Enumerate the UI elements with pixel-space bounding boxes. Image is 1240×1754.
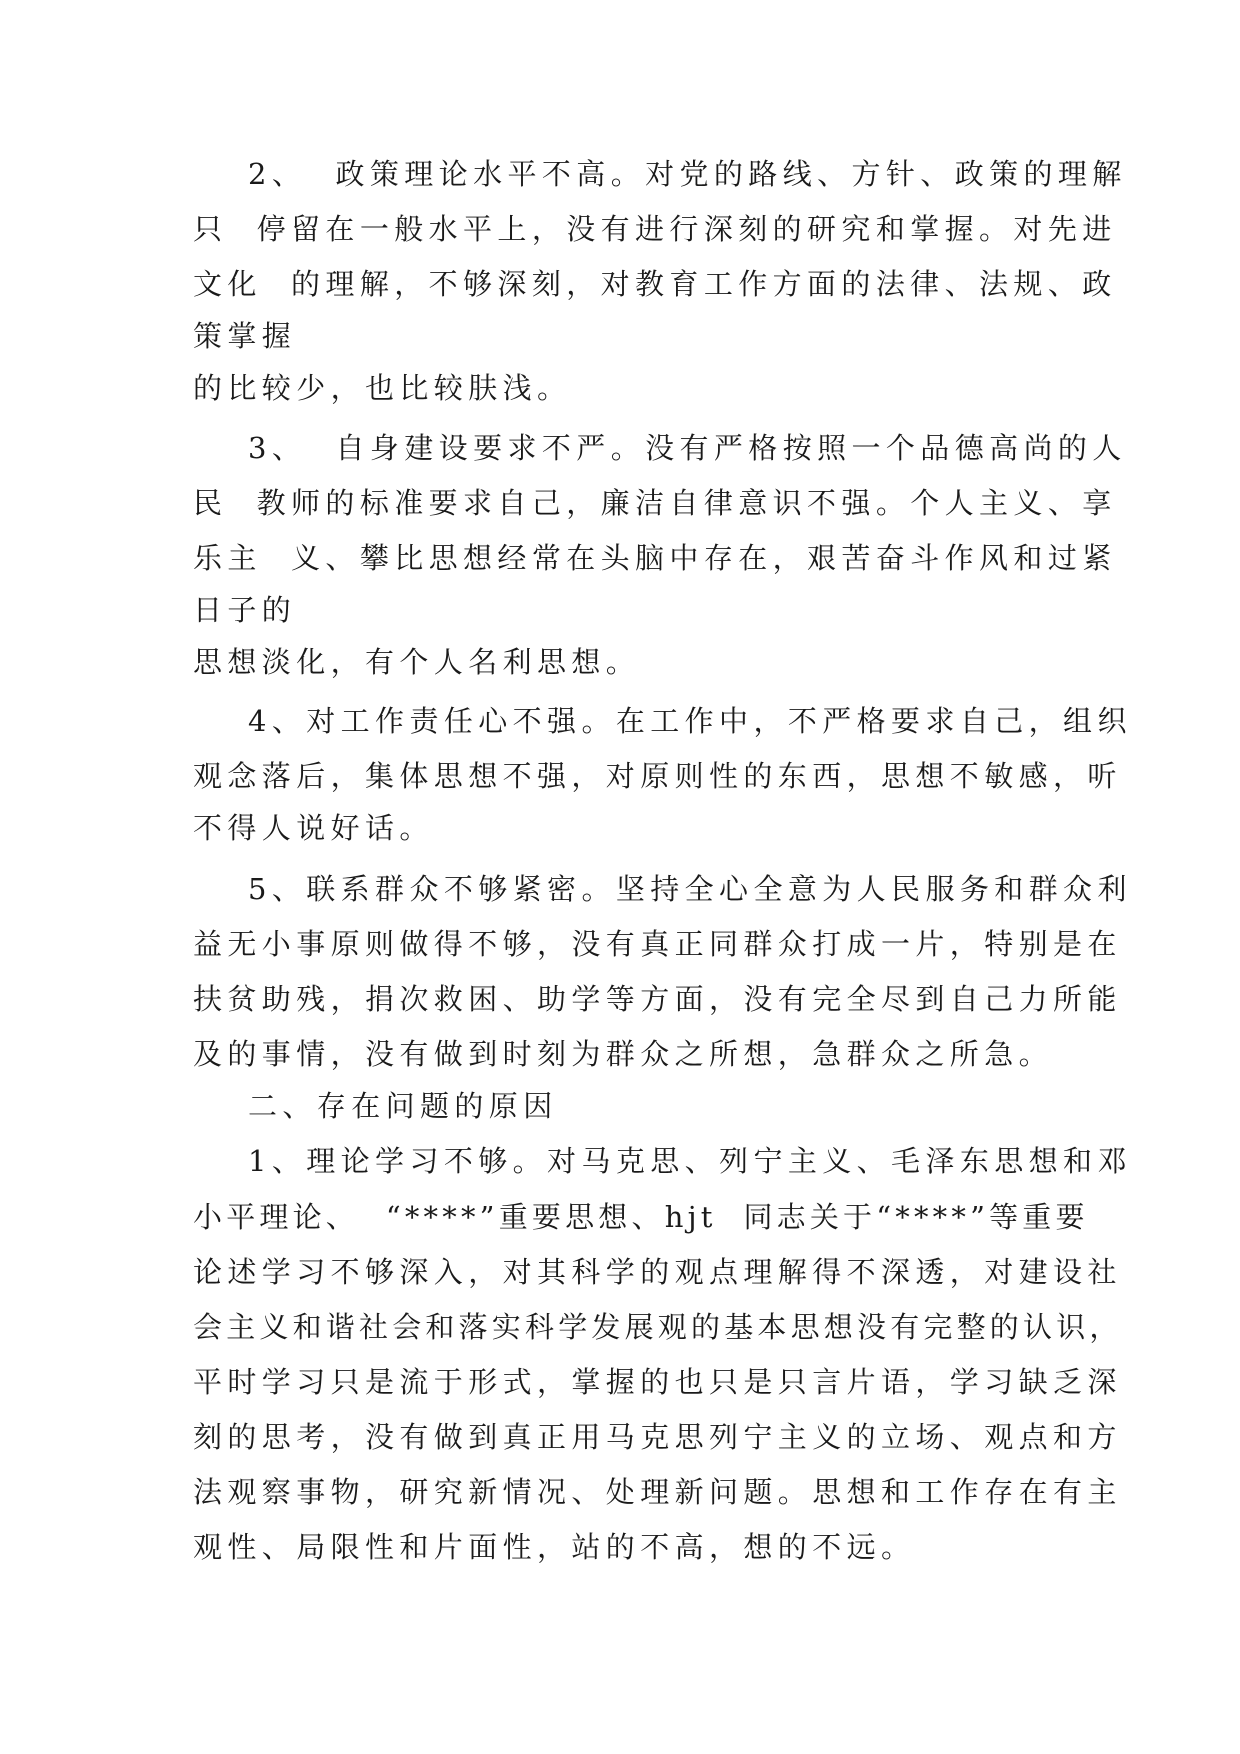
text-line: 不得人说好话。	[193, 811, 434, 845]
text-line: 论述学习不够深入，对其科学的观点理解得不深透，对建设社	[193, 1255, 1122, 1289]
text-line: 乐主 义、攀比思想经常在头脑中存在，艰苦奋斗作风和过紧	[193, 541, 1117, 575]
text-line: 益无小事原则做得不够，没有真正同群众打成一片，特别是在	[193, 927, 1122, 961]
text-line: 法观察事物，研究新情况、处理新问题。思想和工作存在有主	[193, 1475, 1122, 1509]
text-line: 日子的	[193, 593, 297, 627]
text-line: 策掌握	[193, 319, 297, 353]
text-line: 平时学习只是流于形式，掌握的也只是只言片语，学习缺乏深	[193, 1365, 1122, 1399]
text-line: 小平理论、 “****”重要思想、hjt 同志关于“****”等重要	[193, 1200, 1089, 1234]
text-line: 1、理论学习不够。对马克思、列宁主义、毛泽东思想和邓	[248, 1144, 1132, 1178]
text-line: 3、 自身建设要求不严。没有严格按照一个品德高尚的人	[248, 431, 1127, 465]
text-line: 2、 政策理论水平不高。对党的路线、方针、政策的理解	[248, 157, 1127, 191]
text-line: 4、对工作责任心不强。在工作中，不严格要求自己，组织	[248, 704, 1132, 738]
text-line: 思想淡化，有个人名利思想。	[193, 645, 641, 679]
text-line: 观念落后，集体思想不强，对原则性的东西，思想不敏感，听	[193, 759, 1122, 793]
text-line: 会主义和谐社会和落实科学发展观的基本思想没有完整的认识，	[193, 1310, 1123, 1344]
text-line: 及的事情，没有做到时刻为群众之所想，急群众之所急。	[193, 1037, 1054, 1071]
text-line: 刻的思考，没有做到真正用马克思列宁主义的立场、观点和方	[193, 1420, 1122, 1454]
text-line: 的比较少，也比较肤浅。	[193, 371, 572, 405]
text-line: 扶贫助残，捐次救困、助学等方面，没有完全尽到自己力所能	[193, 982, 1122, 1016]
section-heading: 二、存在问题的原因	[248, 1089, 558, 1123]
text-line: 5、联系群众不够紧密。坚持全心全意为人民服务和群众利	[248, 872, 1132, 906]
text-line: 文化 的理解，不够深刻，对教育工作方面的法律、法规、政	[193, 267, 1117, 301]
text-line: 民 教师的标准要求自己，廉洁自律意识不强。个人主义、享	[193, 486, 1117, 520]
text-line: 观性、局限性和片面性，站的不高，想的不远。	[193, 1530, 916, 1564]
text-line: 只 停留在一般水平上，没有进行深刻的研究和掌握。对先进	[193, 212, 1117, 246]
